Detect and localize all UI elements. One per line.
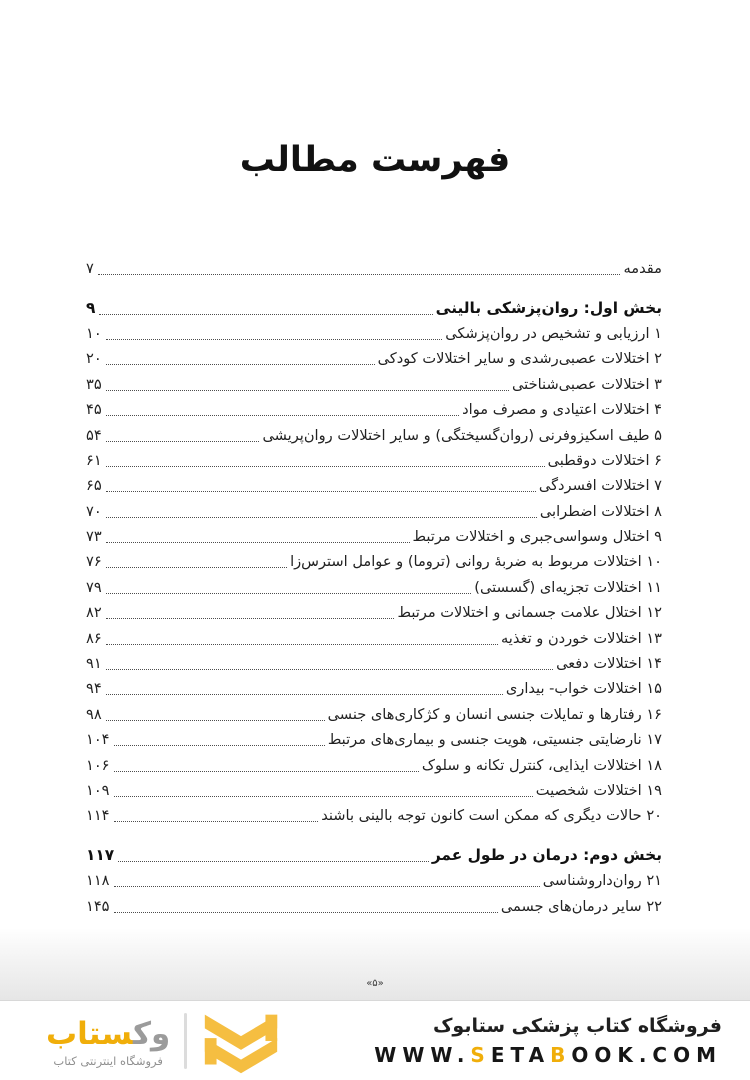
toc-dot-leader xyxy=(114,733,325,746)
toc-dot-leader xyxy=(114,900,498,913)
toc-row xyxy=(86,448,662,473)
toc-entry-label: ۶ اختلالات دوقطبی xyxy=(547,451,662,469)
store-url-segment: B xyxy=(550,1042,572,1067)
toc-row xyxy=(86,778,662,803)
toc-row xyxy=(86,702,662,727)
toc-entry-label: ۱۷ نارضایتی جنسیتی، هویت جنسی و بیماری‌های مرتبط xyxy=(327,731,662,749)
toc-entry-page: ۱۴۵ xyxy=(86,897,110,915)
brand-name-gold-part: ستاب xyxy=(46,1016,133,1053)
toc-entry-page: ۶۵ xyxy=(86,477,102,495)
toc-dot-leader xyxy=(106,657,553,670)
store-url[interactable] xyxy=(374,1043,722,1067)
toc-row xyxy=(86,575,662,600)
toc-entry-page: ۲۰ xyxy=(86,350,102,368)
toc-entry-page: ۱۱۸ xyxy=(86,872,110,890)
toc-row xyxy=(86,397,662,422)
page-title: فهرست مطالب xyxy=(239,140,511,180)
toc-entry-label: ۱۵ اختلالات خواب- بیداری xyxy=(505,680,662,698)
toc-entry-label: ۵ طیف اسکیزوفرنی (روان‌گسیختگی) و سایر اختلالات روان‌پریشی xyxy=(262,426,662,444)
toc-entry-label: ۱۳ اختلالات خوردن و تغذیه xyxy=(500,629,662,647)
toc-row xyxy=(86,549,662,574)
toc-row xyxy=(86,499,662,524)
toc-dot-leader xyxy=(106,327,443,340)
store-url-segment: ETA xyxy=(490,1042,551,1067)
toc-entry-label: ۳ اختلالات عصبی‌شناختی xyxy=(512,375,662,393)
toc-dot-leader xyxy=(114,759,419,772)
toc-entry-label: ۲۲ سایر درمان‌های جسمی xyxy=(500,897,662,915)
toc-dot-leader xyxy=(98,262,621,275)
toc-dot-leader xyxy=(106,352,375,365)
toc-dot-leader xyxy=(106,505,537,518)
toc-entry-page: ۱۰۴ xyxy=(86,731,110,749)
toc-entry-label: ۲ اختلالات عصبی‌رشدی و سایر اختلالات کودکی xyxy=(377,350,662,368)
toc-entry-page: ۱۰۶ xyxy=(86,756,110,774)
toc-dot-leader xyxy=(106,581,472,594)
site-footer xyxy=(0,1001,750,1080)
store-url-segment: S xyxy=(470,1042,491,1067)
toc-entry-page: ۱۰ xyxy=(86,324,102,342)
toc-dot-leader xyxy=(106,429,260,442)
logo-divider xyxy=(184,1013,187,1069)
toc-row xyxy=(86,256,662,281)
toc-row xyxy=(86,600,662,625)
toc-dot-leader xyxy=(106,555,287,568)
toc-dot-leader xyxy=(106,378,509,391)
toc-row xyxy=(86,676,662,701)
toc-row xyxy=(86,803,662,828)
toc-section-row xyxy=(86,843,662,868)
double-chevron-icon xyxy=(197,1008,285,1078)
toc-entry-page: ۱۱۴ xyxy=(86,807,110,825)
toc-entry-label: ۱۴ اختلالات دفعی xyxy=(556,655,662,673)
toc-row xyxy=(86,422,662,447)
toc-row xyxy=(86,321,662,346)
toc-entry-page: ۱۰۹ xyxy=(86,782,110,799)
toc-dot-leader xyxy=(114,874,540,887)
toc-row xyxy=(86,727,662,752)
toc-entry-page: ۱۱۷ xyxy=(86,846,115,865)
toc-entry-page: ۵۴ xyxy=(86,426,102,444)
footer-store-info[interactable] xyxy=(374,1015,722,1067)
store-url-segment: WWW. xyxy=(374,1042,471,1067)
toc-entry-label: ۱۶ رفتارها و تمایلات جنسی انسان و کژکاری‌های جنسی xyxy=(327,705,662,723)
toc-row xyxy=(86,893,662,918)
brand-tagline: فروشگاه اینترنتی کتاب xyxy=(53,1054,163,1069)
toc-dot-leader xyxy=(106,530,410,543)
toc-row xyxy=(86,651,662,676)
toc-row xyxy=(86,625,662,650)
toc-entry-label: ۲۰ حالات دیگری که ممکن است کانون توجه بالینی باشند xyxy=(321,807,662,825)
store-url-segment: OOK.COM xyxy=(571,1042,722,1067)
toc-entry-page: ۸۲ xyxy=(86,604,102,622)
toc-row xyxy=(86,372,662,397)
toc-dot-leader xyxy=(118,849,429,862)
setabook-logo[interactable] xyxy=(46,1001,285,1080)
toc-entry-page: ۹۴ xyxy=(86,680,102,698)
brand-wordmark xyxy=(46,1016,171,1069)
toc-entry-label: ۸ اختلالات اضطرابی xyxy=(539,502,662,520)
toc-dot-leader xyxy=(106,606,395,619)
toc-entry-page: ۳۵ xyxy=(86,375,102,393)
toc-entry-page: ۷۳ xyxy=(86,528,102,546)
toc-dot-leader xyxy=(106,403,459,416)
brand-name-gray-part: وک xyxy=(133,1016,171,1053)
toc-entry-label: ۲۱ روان‌داروشناسی xyxy=(542,872,662,890)
toc-row xyxy=(86,752,662,777)
toc-dot-leader xyxy=(106,632,498,645)
toc-entry-page: ۶۱ xyxy=(86,451,102,469)
toc-entry-page: ۷۶ xyxy=(86,553,102,571)
toc-entry-label: ۹ اختلال وسواسی‌جبری و اختلالات مرتبط xyxy=(412,528,662,546)
toc-entry-label: ۴ اختلالات اعتیادی و مصرف مواد xyxy=(462,401,662,419)
toc-dot-leader xyxy=(114,784,533,797)
toc-entry-label: ۱۹ اختلالات شخصیت xyxy=(535,782,662,799)
toc-entry-label: بخش دوم: درمان در طول عمر xyxy=(431,846,662,865)
toc-row xyxy=(86,473,662,498)
toc-entry-page: ۷ xyxy=(86,260,94,278)
toc-dot-leader xyxy=(106,682,503,695)
scan-shadow-band xyxy=(0,928,750,1001)
toc-list xyxy=(86,256,662,919)
toc-row xyxy=(86,346,662,371)
toc-entry-label: مقدمه xyxy=(623,260,662,278)
toc-dot-leader xyxy=(106,454,545,467)
toc-row xyxy=(86,868,662,893)
toc-entry-label: ۱ ارزیابی و تشخیص در روان‌پزشکی xyxy=(445,324,662,342)
toc-entry-label: ۷ اختلالات افسردگی xyxy=(538,477,662,495)
toc-dot-leader xyxy=(99,302,432,315)
toc-entry-page: ۹۱ xyxy=(86,655,102,673)
folio-page-number: «۵» xyxy=(366,978,384,989)
toc-dot-leader xyxy=(106,479,536,492)
toc-entry-label: بخش اول: روان‌پزشکی بالینی xyxy=(435,299,662,318)
toc-entry-page: ۸۶ xyxy=(86,629,102,647)
toc-entry-label: ۱۲ اختلال علامت جسمانی و اختلالات مرتبط xyxy=(397,604,662,622)
toc-entry-page: ۷۹ xyxy=(86,578,102,596)
toc-dot-leader xyxy=(106,708,325,721)
toc-entry-label: ۱۰ اختلالات مربوط به ضربهٔ روانی (تروما) و عوامل استرس‌زا xyxy=(290,553,662,571)
toc-entry-page: ۹۸ xyxy=(86,705,102,723)
toc-row xyxy=(86,524,662,549)
toc-entry-label: ۱۸ اختلالات ایذایی، کنترل تکانه و سلوک xyxy=(421,756,662,774)
toc-entry-page: ۴۵ xyxy=(86,401,102,419)
brand-name xyxy=(46,1016,171,1053)
toc-entry-page: ۹ xyxy=(86,299,96,318)
toc-entry-page: ۷۰ xyxy=(86,502,102,520)
toc-entry-label: ۱۱ اختلالات تجزیه‌ای (گسستی) xyxy=(474,578,662,596)
toc-dot-leader xyxy=(114,809,319,822)
toc-section-row xyxy=(86,295,662,320)
store-name: فروشگاه کتاب پزشکی ستابوک xyxy=(432,1014,722,1037)
